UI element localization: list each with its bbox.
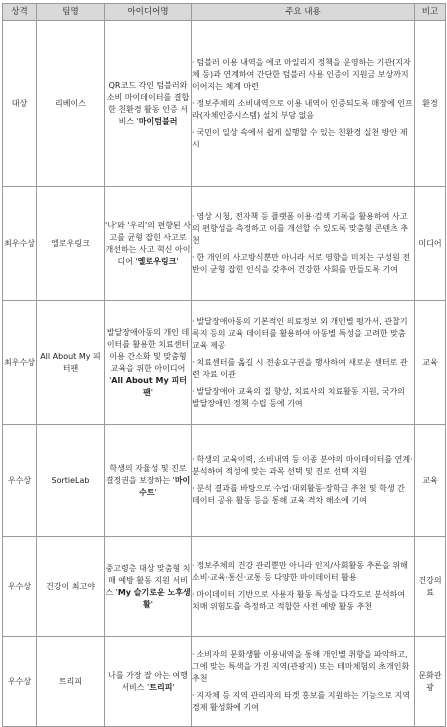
table-body: [3, 21, 446, 727]
idea-cell: [105, 301, 192, 425]
award-cell: 최우수상: [3, 187, 37, 301]
idea-desc: '나'와 '우리'의 편향된 사고를 균형 잡힌 사고로 개선하는 사고 혁신 아이디어 ': [105, 220, 191, 266]
award-cell: 우수상: [3, 425, 37, 537]
idea-close: ': [154, 487, 157, 497]
content-bullet: · 영상 시청, 전자책 등 플랫폼 이용·검색 기록을 활용하여 사고의 편향성을 측정하고 이를 개선할 수 있도록 맞춤형 콘텐츠 추천: [192, 212, 409, 245]
team-cell: 건강이 최고야: [37, 537, 105, 637]
content-bullet: · 마이데이터 기반으로 사용자 활동 특성을 다각도로 분석하여 치매 위험도를 측정하고 적합한 사전 예방 활동 추천: [192, 590, 406, 611]
content-bullet: · 한 개인의 사고방식뿐만 아니라 서로 영향을 미치는 구성원 전반이 균형 잡힌 인식을 갖추어 건강한 사회를 만들도록 기여: [192, 253, 411, 274]
idea-cell: [105, 637, 192, 727]
content-bullet: · 분석 결과를 바탕으로 수업·대외활동·장학금 추천 및 학생 간 데이터 공유 활동 등을 통해 교육 격차 해소에 기여: [192, 484, 405, 505]
content-bullet: · 국민이 일상 속에서 쉽게 실행할 수 있는 친환경 실천 방안 제시: [192, 127, 408, 149]
award-cell: 우수상: [3, 637, 37, 727]
note-cell: 교육: [415, 425, 446, 537]
table-row: [3, 301, 446, 425]
team-cell: 리베이스: [37, 21, 105, 187]
idea-cell: [105, 425, 192, 537]
content-bullet: · 텀블러 이용 내역을 에코 마일리지 정책을 운영하는 기관(지자체 등)과 연계하여 간단한 텀블러 사용 인증이 지원금 보상까지 이어지는 체계 마련: [192, 57, 411, 91]
content-cell: [192, 301, 415, 425]
idea-close: ': [172, 682, 175, 692]
content-bullet: · 치료센터를 옮길 시 전송요구권을 행사하여 새로운 센터로 관련 자료 이관: [192, 357, 408, 379]
content-bullet: · 지자체 등 지역 관리자의 타겟 홍보를 지원하는 기능으로 지역 경제 활성화에 기여: [192, 691, 411, 712]
idea-name: All About My 피터팬: [111, 375, 187, 397]
idea-close: ': [150, 387, 153, 397]
idea-desc: QR코드 각인 텀블러와 소비 마이데이터를 결합한 친환경 활동 인증 서비스 ': [106, 80, 190, 126]
idea-name: 마이수트: [139, 475, 191, 497]
award-cell: 대상: [3, 21, 37, 187]
header-award: 상격: [3, 4, 37, 21]
header-content: 주요 내용: [192, 4, 415, 21]
idea-desc: 중고령층 대상 맞춤형 치매 예방 활동 지원 서비스 ': [105, 563, 191, 597]
team-cell: 엘로우링크: [37, 187, 105, 301]
content-cell: [192, 21, 415, 187]
idea-name: 트리피: [149, 682, 173, 692]
header-note: 비고: [415, 4, 446, 21]
award-table: [2, 3, 446, 727]
table-header-row: [3, 4, 446, 21]
idea-desc: 발달장애아동의 개인 데이터를 활용한 치료센터 이용 간소화 및 맞춤형 교육을 위한 아이디어 ': [106, 327, 190, 385]
note-cell: 환경: [415, 21, 446, 187]
idea-cell: [105, 187, 192, 301]
award-cell: 최우수상: [3, 301, 37, 425]
content-cell: [192, 537, 415, 637]
table-row: [3, 537, 446, 637]
note-cell: 미디어: [415, 187, 446, 301]
idea-cell: [105, 21, 192, 187]
content-cell: [192, 187, 415, 301]
idea-close: ': [176, 256, 179, 266]
content-bullet: · 발달장애아동의 기본적인 의료정보 외 개인별 평가서, 관찰기록지 등의 교육 데이터를 활용하여 아동별 특성을 고려한 맞춤 교육 제공: [192, 316, 408, 350]
award-table-wrapper: [2, 3, 445, 727]
note-cell: 교육: [415, 301, 446, 425]
note-cell: 건강의료: [415, 537, 446, 637]
content-bullet: · 정보주체의 건강 관리뿐만 아니라 인지/사회활동 추론을 위해 소비·교육·통신·교통 등 다양한 마이데이터 활용: [192, 561, 408, 582]
table-row: [3, 637, 446, 727]
content-cell: [192, 425, 415, 537]
idea-desc: 나를 가장 잘 아는 여행 서비스 ': [108, 670, 188, 692]
table-row: [3, 21, 446, 187]
team-cell: All About My 피터팬: [37, 301, 105, 425]
team-cell: SortieLab: [37, 425, 105, 537]
content-bullet: · 발달장애아 교육의 질 향상, 치료사의 치료활동 지원, 국가의 발달장애인 정책 수립 등에 기여: [192, 386, 405, 408]
idea-name: 마이텀블러: [138, 116, 178, 126]
idea-name: 옐로우링크: [137, 256, 177, 266]
idea-name: My 슬기로운 노후생활: [117, 587, 191, 609]
table-row: [3, 425, 446, 537]
idea-desc: 학생의 자율성 및 진로 결정권을 보장하는 ': [105, 463, 187, 485]
team-cell: 트리피: [37, 637, 105, 727]
note-cell: 문화관광: [415, 637, 446, 727]
content-bullet: · 학생의 교육이력, 소비내역 등 이종 분야의 마이데이터를 연계·분석하여 적성에 맞는 과목 선택 및 진로 선택 지원: [192, 455, 413, 476]
idea-cell: [105, 537, 192, 637]
header-idea: 아이디어명: [105, 4, 192, 21]
content-bullet: · 소비자의 문화생활 이용내역을 통해 개인별 취향을 파악하고, 그에 맞는 특색을 가진 지역(관광지) 또는 테마체험의 초개인화 추천: [192, 650, 410, 683]
idea-close: ': [150, 599, 153, 609]
content-bullet: · 정보주체의 소비내역으로 이용 내역이 인증되도록 매장에 인프라(자체인증시스템) 설치 부담 없음: [192, 98, 413, 120]
header-team: 팀명: [37, 4, 105, 21]
content-cell: [192, 637, 415, 727]
table-row: [3, 187, 446, 301]
award-cell: 우수상: [3, 537, 37, 637]
